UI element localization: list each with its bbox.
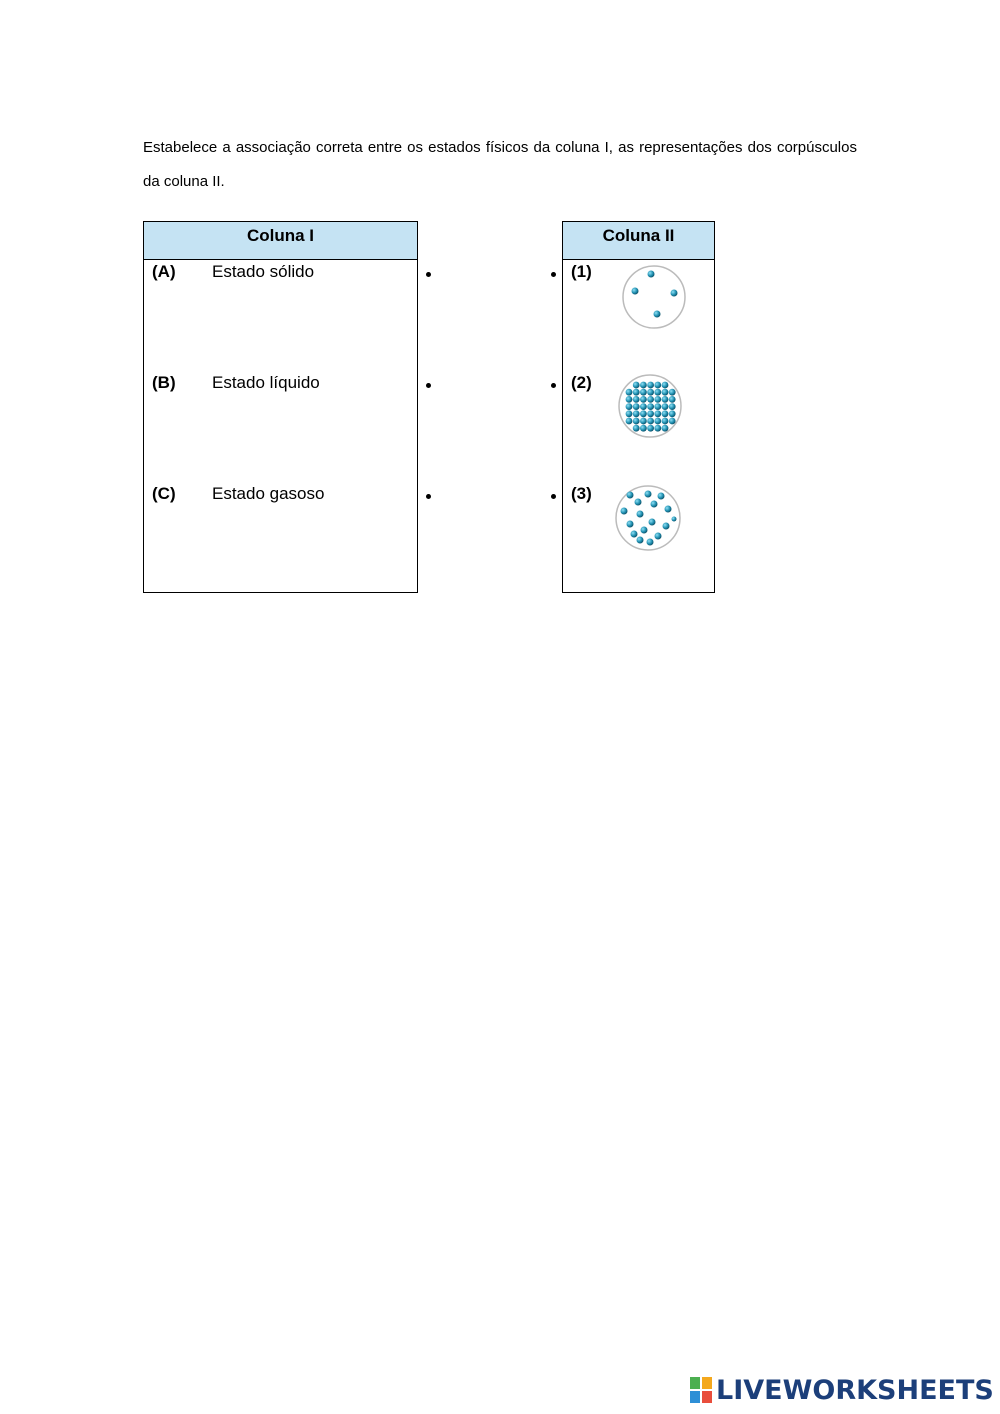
match-dot-left-b[interactable]	[426, 383, 431, 388]
match-dot-right-1[interactable]	[551, 272, 556, 277]
match-dot-left-a[interactable]	[426, 272, 431, 277]
match-dot-right-3[interactable]	[551, 494, 556, 499]
column-i-table	[143, 221, 418, 593]
particle	[662, 418, 669, 425]
particle	[669, 389, 676, 396]
particle	[669, 410, 676, 417]
particle	[640, 418, 647, 425]
particle	[633, 410, 640, 417]
column-i-header: Coluna I	[144, 222, 417, 260]
sparse-particles-circle-icon	[619, 262, 689, 332]
particle	[640, 403, 647, 410]
liveworksheets-brand	[690, 1374, 994, 1406]
match-dot-right-2[interactable]	[551, 383, 556, 388]
particle	[669, 403, 676, 410]
particle	[654, 382, 661, 389]
row-number-1: (1)	[571, 262, 592, 281]
particle	[633, 396, 640, 403]
particle	[647, 410, 654, 417]
row-letter-b: (B)	[152, 373, 176, 392]
particle	[662, 403, 669, 410]
particle	[633, 382, 640, 389]
particle	[640, 396, 647, 403]
particle	[640, 389, 647, 396]
particle	[654, 410, 661, 417]
particle	[640, 410, 647, 417]
row-label-solid: Estado sólido	[212, 262, 315, 281]
column-ii-header: Coluna II	[563, 222, 714, 260]
row-number-2: (2)	[571, 373, 592, 392]
liveworksheets-logo-icon	[690, 1377, 712, 1403]
instructions-text: Estabelece a associação correta entre os estados físicos da coluna I, as representações dos corpúsculos da coluna II.	[143, 139, 857, 190]
particle	[626, 410, 633, 417]
particle	[626, 403, 633, 410]
row-label-gas: Estado gasoso	[212, 484, 325, 503]
particle	[633, 403, 640, 410]
particle	[669, 418, 676, 425]
loose-particles-circle-icon	[614, 484, 682, 552]
particle	[633, 425, 640, 432]
particle	[654, 396, 661, 403]
particle	[640, 425, 647, 432]
particle	[669, 396, 676, 403]
particle	[647, 389, 654, 396]
particle	[662, 425, 669, 432]
particle	[654, 389, 661, 396]
particle	[647, 418, 654, 425]
brand-name: LIVEWORKSHEETS	[716, 1374, 994, 1406]
row-label-liquid: Estado líquido	[212, 373, 320, 392]
packed-particles-circle-icon	[617, 373, 683, 439]
particle	[662, 396, 669, 403]
particle	[626, 418, 633, 425]
particle	[647, 382, 654, 389]
column-ii-table	[562, 221, 715, 593]
particle	[626, 389, 633, 396]
match-dot-left-c[interactable]	[426, 494, 431, 499]
particle	[626, 396, 633, 403]
particle	[654, 403, 661, 410]
row-number-3: (3)	[571, 484, 592, 503]
particle	[654, 425, 661, 432]
particle	[654, 418, 661, 425]
particle	[647, 396, 654, 403]
particle	[633, 418, 640, 425]
row-letter-c: (C)	[152, 484, 176, 503]
particle	[647, 425, 654, 432]
particle	[662, 389, 669, 396]
particle	[633, 389, 640, 396]
particle	[662, 410, 669, 417]
particle	[640, 382, 647, 389]
row-letter-a: (A)	[152, 262, 176, 281]
particle	[647, 403, 654, 410]
particle	[662, 382, 669, 389]
